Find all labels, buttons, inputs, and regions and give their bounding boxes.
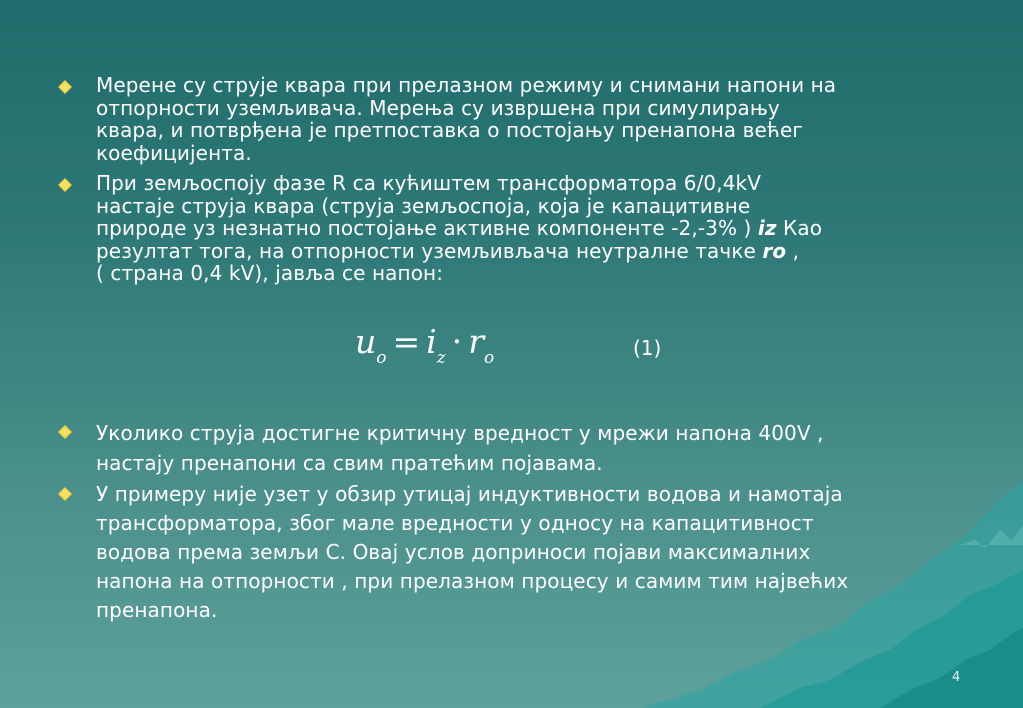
text-line: водова према земљи C. Овај услов доприноси појави максималних <box>96 540 811 564</box>
diamond-bullet-icon <box>58 80 72 94</box>
bullet-text <box>96 418 976 478</box>
formula-i: i <box>426 322 437 361</box>
text-line <box>96 217 976 240</box>
formula-u-sub: o <box>376 348 387 368</box>
text-segment: природе уз незнатно постојање активне компоненте -2,-3% ) <box>96 216 758 240</box>
text-line: Уколико струја достигне критичну вредност у мрежи напона 400V , <box>96 421 824 445</box>
formula <box>355 322 494 368</box>
text-line: квара, и потврђена је претпоставка о постојању пренапона већег <box>96 118 804 142</box>
text-line: пренапона. <box>96 598 218 622</box>
text-segment: резултат тога, на отпорности уземљивљача неутралне тачке <box>96 238 763 263</box>
text-line: ( страна 0,4 kV), јавља се напон: <box>96 261 444 285</box>
diamond-bullet-icon <box>58 487 72 501</box>
formula-r: r <box>468 322 484 361</box>
text-segment: , <box>786 238 800 263</box>
formula-dot: · <box>451 322 463 361</box>
formula-u: u <box>355 322 377 361</box>
diamond-bullet-icon <box>58 425 72 439</box>
bullet-text <box>96 74 976 164</box>
text-line: настају пренапони са свим пратећим појавама. <box>96 451 603 475</box>
emphasis-ro: ro <box>762 238 787 263</box>
text-line: настаје струја квара (струја земљоспоја, која је капацитивне <box>96 193 751 218</box>
text-line: коефицијента. <box>96 140 252 165</box>
equation-number: (1) <box>633 336 662 360</box>
diamond-bullet-icon <box>58 178 72 192</box>
bullet-text <box>96 480 976 625</box>
text-line: напона на отпорности , при прелазном процесу и самим тим највећих <box>96 569 849 593</box>
bullet-text <box>96 172 976 285</box>
text-line: трансформатора, због мале вредности у односу на капацитивност <box>96 511 814 535</box>
formula-i-sub: z <box>436 348 446 368</box>
text-line: отпорности уземљивача. Мерења су извршена при симулирању <box>96 95 780 120</box>
text-segment: Као <box>776 216 823 240</box>
formula-equals: = <box>392 322 421 361</box>
emphasis-iz: iz <box>757 216 777 240</box>
formula-r-sub: o <box>483 348 495 368</box>
text-line: У примеру није узет у обзир утицај индуктивности водова и намотаја <box>96 482 843 506</box>
text-line <box>96 240 976 263</box>
page-number: 4 <box>952 670 961 685</box>
text-line: При земљоспоју фазе R са кућиштем трансформатора 6/0,4kV <box>96 171 762 195</box>
text-line: Мерене су струје квара при прелазном режиму и снимани напони на <box>96 73 837 97</box>
